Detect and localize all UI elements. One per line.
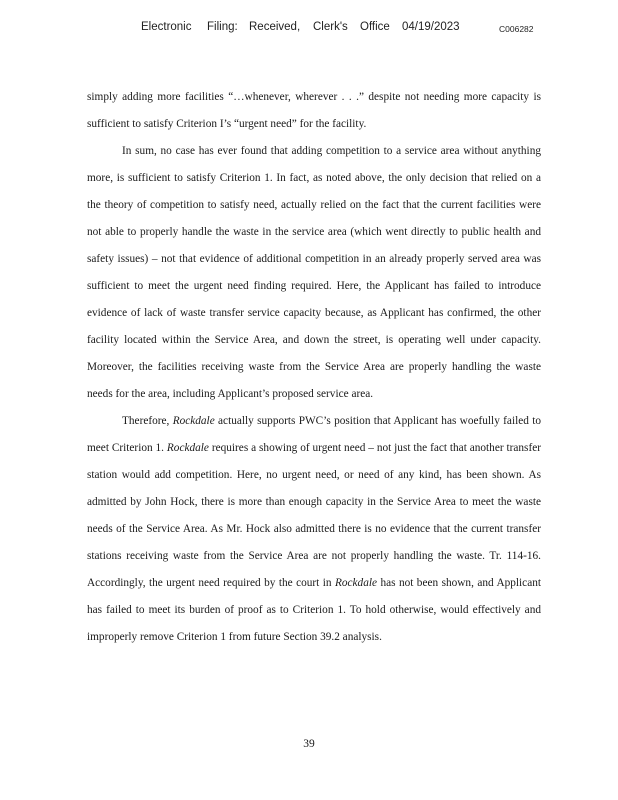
stamp-code: C006282 [499,24,534,34]
paragraph-text: In sum, no case has ever found that adding competition to a service area without anything more, is sufficient to satisfy Criterion 1. In fact, as noted above, the only decision that relied on a the theory of competition to satisfy need, actually relied on the fact that the current facilities were not able to properly handle the waste in the service area (which went directly to public health and safety issues) – not that evidence of additional competition in an already properly served area was sufficient to meet the urgent need finding required. Here, the Applicant has failed to introduce evidence of lack of waste transfer service capacity because, as Applicant has confirmed, the other facility located within the Service Area, and down the street, is operating well under capacity. Moreover, the facilities receiving waste from the Service Area are properly handling the waste needs for the area, including Applicant’s proposed service area. [87,145,541,400]
filing-stamp [0,21,618,37]
stamp-filing: Filing: [207,21,238,33]
paragraph-text: actually supports PWC’s position that Applicant has woefully failed to meet Criterion 1. [87,415,541,454]
paragraph-text: has not been shown, and Applicant has failed to meet its burden of proof as to Criterion 1. To hold otherwise, would effectively and improperly remove Criterion 1 from future Section 39.2 analysis. [87,577,541,643]
page-number: 39 [303,738,315,750]
paragraph [87,408,541,651]
paragraph-text: Therefore, [122,415,173,427]
case-name: Rockdale [172,415,215,427]
body-text [87,84,541,651]
stamp-received: Received, [249,21,301,33]
case-name: Rockdale [334,577,378,589]
stamp-date: 04/19/2023 [402,21,460,33]
case-name: Rockdale [166,442,209,454]
stamp-electronic: Electronic [141,21,192,33]
stamp-office: Office [360,21,390,33]
paragraph-text: simply adding more facilities “…whenever, wherever . . .” despite not needing more capacity is sufficient to satisfy Criterion I’s “urgent need” for the facility. [87,91,541,130]
paragraph [87,84,541,138]
paragraph [87,138,541,408]
stamp-clerks: Clerk's [313,21,348,33]
paragraph-text: requires a showing of urgent need – not just the fact that another transfer station would add competition. Here, no urgent need, or need of any kind, has been shown. As admitted by John Hock, there is more than enough capacity in the Service Area to meet the waste needs of the Service Area. As Mr. Hock also admitted there is no evidence that the current transfer stations receiving waste from the Service Area are not properly handling the waste. Tr. 114-16. Accordingly, the urgent need required by the court in [87,442,541,589]
